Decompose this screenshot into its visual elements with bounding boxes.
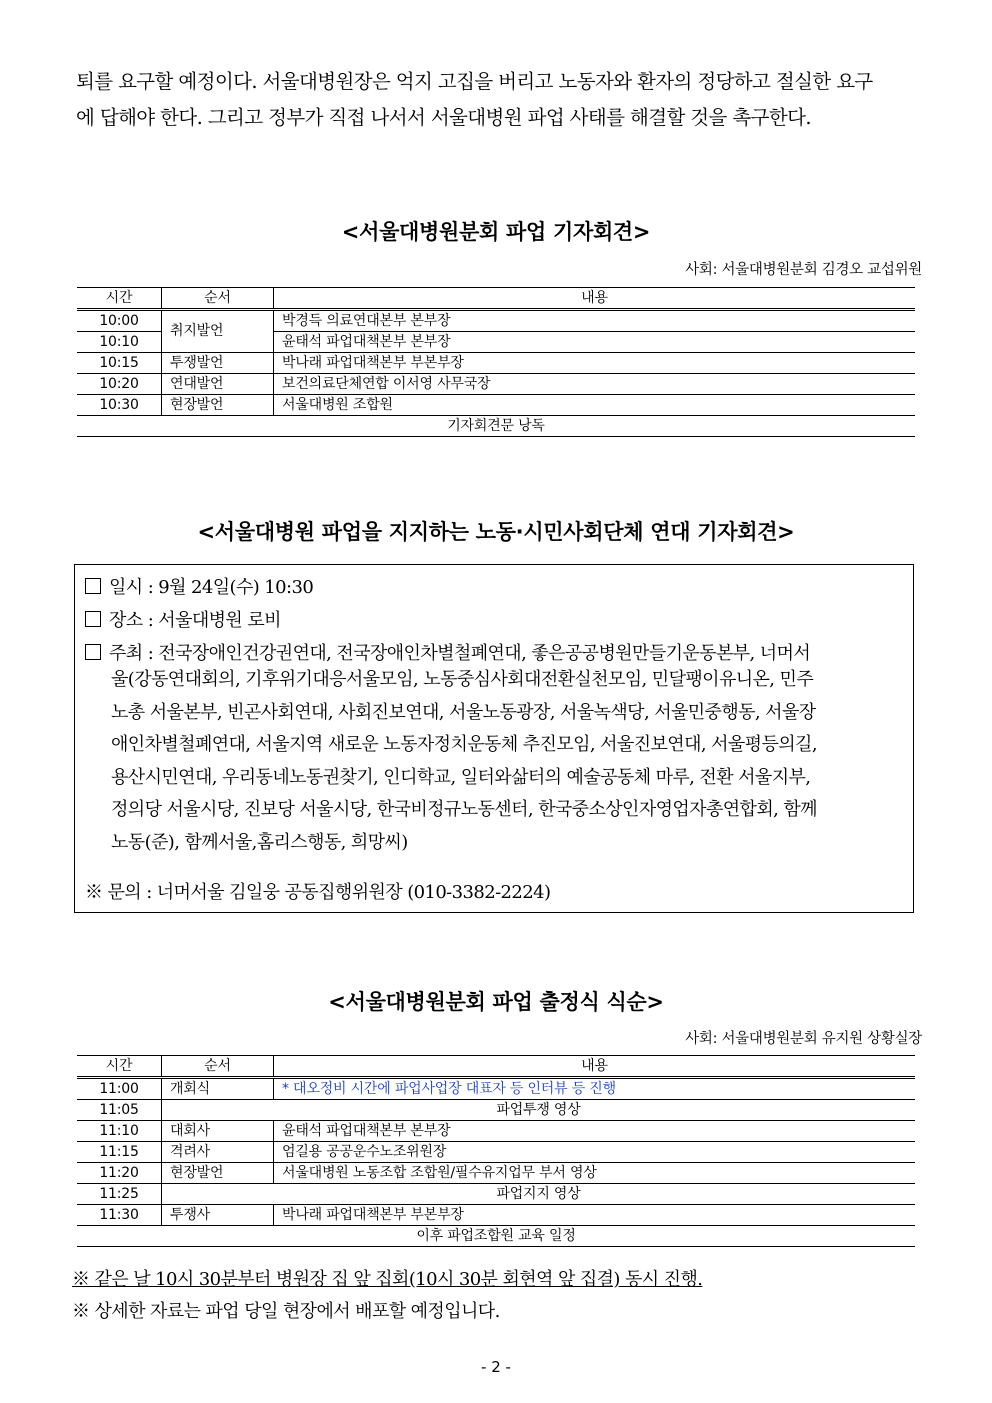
row-time: 11:10 xyxy=(77,1121,162,1142)
intro-paragraph xyxy=(76,64,922,136)
checkbox-square-icon xyxy=(85,644,101,660)
ceremony-moderator: 사회: 서울대병원분회 유지원 상황실장 xyxy=(685,1031,922,1047)
table-row xyxy=(77,1163,915,1184)
row-time: 10:30 xyxy=(77,395,162,416)
row-content: 보건의료단체연합 이서영 사무국장 xyxy=(274,374,916,395)
press-conference-title: <서울대병원분회 파업 기자회견> xyxy=(341,220,651,244)
press-conference-moderator: 사회: 서울대병원분회 김경오 교섭위원 xyxy=(685,262,922,278)
table-footer: 기자회견문 낭독 xyxy=(77,416,915,437)
row-order: 격려사 xyxy=(162,1142,274,1163)
note-materials: ※ 상세한 자료는 파업 당일 현장에서 배포할 예정입니다. xyxy=(72,1301,500,1322)
note-rally: ※ 같은 날 10시 30분부터 병원장 집 앞 집회(10시 30분 회현역 앞 집결) 동시 진행. xyxy=(72,1269,703,1290)
ceremony-title: <서울대병원분회 파업 출정식 식순> xyxy=(328,990,664,1014)
table-row xyxy=(77,1142,915,1163)
header-content: 내용 xyxy=(274,1056,916,1078)
row-order: 투쟁사 xyxy=(162,1205,274,1226)
table-row xyxy=(77,1121,915,1142)
row-time: 10:20 xyxy=(77,374,162,395)
host-line: 노동(준), 함께서울,홈리스행동, 희망씨) xyxy=(111,831,408,853)
header-content: 내용 xyxy=(274,288,916,310)
row-time: 10:10 xyxy=(77,332,162,353)
row-time: 11:25 xyxy=(77,1184,162,1205)
table-row xyxy=(77,374,915,395)
checkbox-square-icon xyxy=(85,611,101,627)
notes xyxy=(72,1264,702,1328)
host-line: 울(강동연대회의, 기후위기대응서울모임, 노동중심사회대전환실천모임, 민달팽이유니온, 민주 xyxy=(111,669,814,690)
table-footer: 이후 파업조합원 교육 일정 xyxy=(77,1226,915,1247)
checkbox-square-icon xyxy=(85,578,101,594)
intro-line: 에 답해야 한다. 그리고 정부가 직접 나서서 서울대병원 파업 사태를 해결할 것을 촉구한다. xyxy=(76,106,811,129)
ceremony-schedule-table xyxy=(77,1055,915,1247)
table-row xyxy=(77,353,915,374)
info-host-continued xyxy=(111,664,911,859)
row-content: 윤태석 파업대책본부 본부장 xyxy=(274,1121,916,1142)
host-line: 애인차별철폐연대, 서울지역 새로운 노동자정치운동체 추진모임, 서울진보연대, 서울평등의길, xyxy=(111,734,817,755)
header-time: 시간 xyxy=(77,1056,162,1078)
row-order: 대회사 xyxy=(162,1121,274,1142)
table-footer-row xyxy=(77,416,915,437)
header-time: 시간 xyxy=(77,288,162,310)
row-time: 11:00 xyxy=(77,1078,162,1100)
host-line: 노총 서울본부, 빈곤사회연대, 사회진보연대, 서울노동광장, 서울녹색당, 서울민중행동, 서울장 xyxy=(111,701,816,723)
row-order: 연대발언 xyxy=(162,374,274,395)
row-time: 10:00 xyxy=(77,310,162,332)
row-content: 파업지지 영상 xyxy=(162,1184,916,1205)
row-time: 11:05 xyxy=(77,1100,162,1121)
row-content: 서울대병원 조합원 xyxy=(274,395,916,416)
table-row xyxy=(77,1184,915,1205)
info-host-text: 주최 : 전국장애인건강권연대, 전국장애인차별철폐연대, 좋은공공병원만들기운동본부, 너머서 xyxy=(109,643,811,664)
table-row xyxy=(77,1078,915,1100)
table-header-row xyxy=(77,288,915,310)
table-header-row xyxy=(77,1056,915,1078)
table-row xyxy=(77,1205,915,1226)
row-order: 투쟁발언 xyxy=(162,353,274,374)
row-content: 박경득 의료연대본부 본부장 xyxy=(274,310,916,332)
table-row xyxy=(77,310,915,332)
info-host-first xyxy=(85,639,810,665)
row-order: 현장발언 xyxy=(162,1163,274,1184)
row-order: 현장발언 xyxy=(162,395,274,416)
row-time: 10:15 xyxy=(77,353,162,374)
row-content: 박나래 파업대책본부 부본부장 xyxy=(274,1205,916,1226)
press-conference-schedule-table xyxy=(77,287,915,437)
row-time: 11:15 xyxy=(77,1142,162,1163)
solidarity-info-box xyxy=(74,564,914,913)
table-row xyxy=(77,395,915,416)
info-date xyxy=(85,573,313,599)
table-footer-row xyxy=(77,1226,915,1247)
info-date-text: 일시 : 9월 24일(수) 10:30 xyxy=(109,577,314,598)
row-time: 11:30 xyxy=(77,1205,162,1226)
intro-line: 퇴를 요구할 예정이다. 서울대병원장은 억지 고집을 버리고 노동자와 환자의 정당하고 절실한 요구 xyxy=(76,70,873,93)
info-place-text: 장소 : 서울대병원 로비 xyxy=(109,610,281,631)
page-number: - 2 - xyxy=(481,1358,511,1376)
row-content: 박나래 파업대책본부 부본부장 xyxy=(274,353,916,374)
row-content: 서울대병원 노동조합 조합원/필수유지업무 부서 영상 xyxy=(274,1163,916,1184)
table-row xyxy=(77,1100,915,1121)
solidarity-conference-title: <서울대병원 파업을 지지하는 노동·시민사회단체 연대 기자회견> xyxy=(197,520,795,544)
row-order: 개회식 xyxy=(162,1078,274,1100)
header-order: 순서 xyxy=(162,1056,274,1078)
info-place xyxy=(85,606,281,632)
row-order: 취지발언 xyxy=(162,310,274,353)
row-time: 11:20 xyxy=(77,1163,162,1184)
host-line: 정의당 서울시당, 진보당 서울시당, 한국비정규노동센터, 한국중소상인자영업자총연합회, 함께 xyxy=(111,799,817,820)
row-content: * 대오정비 시간에 파업사업장 대표자 등 인터뷰 등 진행 xyxy=(274,1078,916,1100)
row-content: 파업투쟁 영상 xyxy=(162,1100,916,1121)
row-content: 윤태석 파업대책본부 본부장 xyxy=(274,332,916,353)
header-order: 순서 xyxy=(162,288,274,310)
row-content: 엄길용 공공운수노조위원장 xyxy=(274,1142,916,1163)
info-contact: ※ 문의 : 너머서울 김일웅 공동집행위원장 (010-3382-2224) xyxy=(85,882,551,903)
host-line: 용산시민연대, 우리동네노동권찾기, 인디학교, 일터와삶터의 예술공동체 마루, 전환 서울지부, xyxy=(111,766,811,788)
